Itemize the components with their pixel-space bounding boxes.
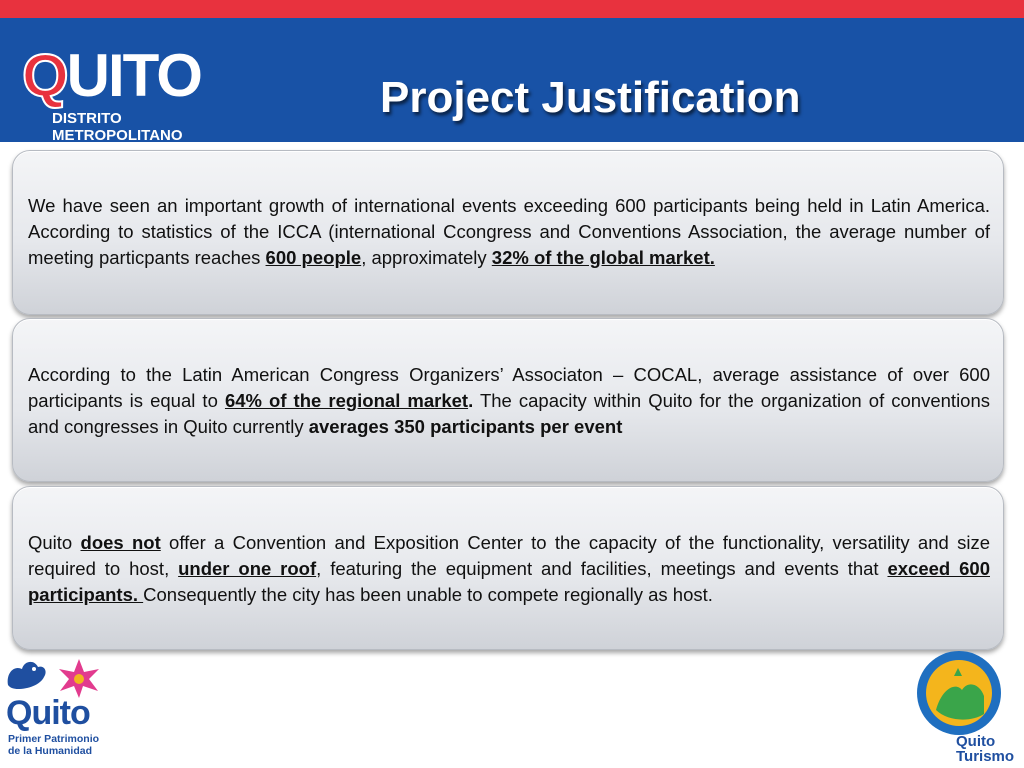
box-1-text: We have seen an important growth of international events exceeding 600 participants being held in Latin America. According to statistics of the ICCA (international Ccongress and Conventions Association, the average number of meeting particpants reaches 600 people, approximately 32% of the global market. (28, 195, 990, 268)
quito-turismo-logo (912, 650, 1015, 766)
quito-distrito-logo (22, 42, 212, 150)
logo-subtitle: DISTRITO METROPOLITANO (52, 110, 183, 144)
box-3-text: Quito does not offer a Convention and Exposition Center to the capacity of the functionality, versatility and size required to host, under one roof, featuring the equipment and facilities, meetings and events that exceed 600 participants. Consequently the city has been unable to compete regionally as host. (28, 532, 990, 605)
justification-box-1 (12, 150, 1004, 315)
highlight-600-people: 600 people (265, 247, 362, 268)
highlight-does-not: does not (80, 532, 161, 553)
seal-wordmark: Quito (6, 694, 90, 732)
highlight-regional-market: 64% of the regional market (224, 390, 469, 411)
top-accent-bar (0, 0, 1024, 18)
turismo-emblem-icon (916, 650, 1002, 736)
quito-patrimonio-logo (2, 655, 112, 765)
page-title: Project Justification (380, 73, 801, 122)
bird-icon (4, 655, 50, 695)
justification-box-3 (12, 486, 1004, 650)
highlight-exceed-600: exceed 600 participants. (28, 558, 990, 605)
header-banner (0, 18, 1024, 142)
highlight-average-participants: averages 350 participants per event (308, 416, 623, 437)
logo-wordmark: QUITO (22, 42, 201, 109)
justification-box-2 (12, 318, 1004, 482)
highlight-global-market: 32% of the global market. (491, 247, 715, 268)
turismo-wordmark: Quito Turismo (956, 733, 1015, 765)
box-2-text: According to the Latin American Congress Organizers’ Associaton – COCAL, average assistance of over 600 participants is equal to 64% of the regional market. The capacity within Quito for the organization of conventions and congresses in Quito currently averages 350 participants per event (28, 364, 991, 437)
highlight-under-one-roof: under one roof (178, 558, 317, 579)
seal-subtitle: Primer Patrimonio de la Humanidad (8, 733, 100, 757)
star-icon (54, 657, 104, 699)
